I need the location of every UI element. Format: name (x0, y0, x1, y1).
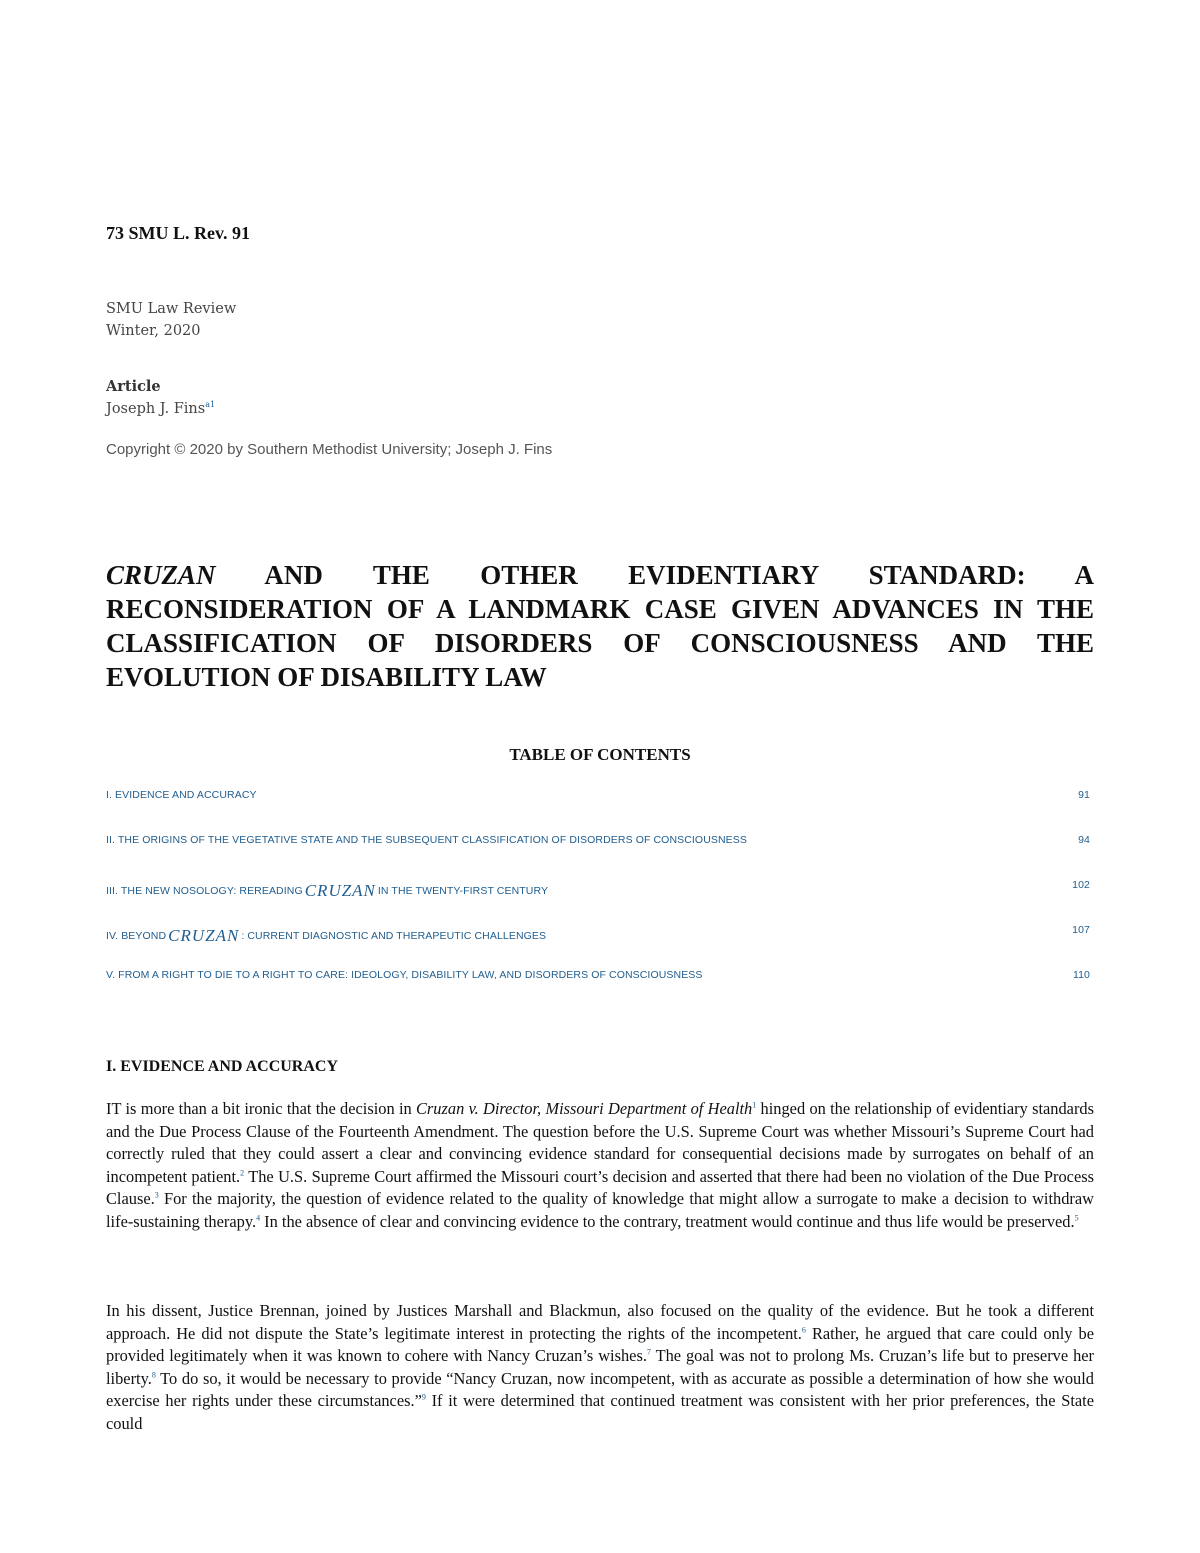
issue-date: Winter, 2020 (106, 323, 201, 339)
paragraph-text: In the absence of clear and convincing evidence to the contrary, treatment would continue and thus life would be preserved. (260, 1211, 1075, 1231)
toc-entry-page: 102 (1072, 879, 1090, 891)
toc-entry-text-after: IN THE TWENTY-FIRST CENTURY (377, 885, 549, 897)
footnote-mark[interactable]: 6 (801, 1325, 806, 1335)
footnote-mark[interactable]: 7 (646, 1347, 651, 1357)
paragraph-text: If it were determined that continued treatment was consistent with her prior preferences, the State could (106, 1391, 1094, 1433)
footnote-mark[interactable]: 4 (256, 1213, 261, 1223)
toc-entry-case-name: CRUZAN (168, 926, 240, 945)
title-rest: AND THE OTHER EVIDENTIARY STANDARD: A RECONSIDERATION OF A LANDMARK CASE GIVEN ADVANCES IN THE CLASSIFICATION OF DISORDERS OF CONSCIOUSNESS AND THE EVOLUTION OF DISABILITY LAW (106, 560, 1094, 692)
copyright-notice: Copyright © 2020 by Southern Methodist University; Joseph J. Fins (106, 441, 553, 458)
article-title (106, 558, 1094, 694)
author-footnote-mark[interactable]: a1 (205, 400, 216, 409)
toc-entry-page: 94 (1078, 834, 1090, 846)
author-line (106, 400, 215, 417)
toc-entry-page: 107 (1072, 924, 1090, 936)
footnote-mark[interactable]: 2 (240, 1168, 245, 1178)
toc-entry-text: IV. BEYOND (106, 930, 167, 942)
toc-entry-text-after: : CURRENT DIAGNOSTIC AND THERAPEUTIC CHALLENGES (241, 930, 547, 942)
footnote-mark[interactable]: 8 (151, 1370, 156, 1380)
toc-entry-text: II. THE ORIGINS OF THE VEGETATIVE STATE AND THE SUBSEQUENT CLASSIFICATION OF DISORDERS OF CONSCIOUSNESS (106, 834, 747, 846)
toc-entry-text: III. THE NEW NOSOLOGY: REREADING (106, 885, 303, 897)
toc-entry-text: V. FROM A RIGHT TO DIE TO A RIGHT TO CARE: IDEOLOGY, DISABILITY LAW, AND DISORDERS OF CONSCIOUSNESS (106, 969, 703, 981)
toc-entry-text: I. EVIDENCE AND ACCURACY (106, 789, 257, 801)
article-type: Article (106, 378, 161, 395)
paragraph-text: For the majority, the question of evidence related to the quality of knowledge that might allow a surrogate to make a decision to withdraw life-sustaining therapy. (106, 1189, 1094, 1231)
paragraph-text: The goal was not to prolong Ms. Cruzan’s life but to preserve her liberty. (106, 1346, 1094, 1388)
journal-name: SMU Law Review (106, 301, 237, 317)
title-case-name: CRUZAN (106, 560, 216, 590)
footnote-mark[interactable]: 9 (421, 1392, 426, 1402)
paragraph-text: Rather, he argued that care could only be provided legitimately when it was known to cohere with Nancy Cruzan’s wishes. (106, 1323, 1094, 1365)
paragraph-text: IT is more than a bit ironic that the decision in (106, 1099, 416, 1118)
paragraph-text: hinged on the relationship of evidentiary standards and the Due Process Clause of the Fourteenth Amendment. The question before the U.S. Supreme Court was whether Missouri’s Supreme Court had correctly ruled that they could assert a clear and convincing evidence standard for consequential decisions made by surrogates on behalf of an incompetent patient. (106, 1099, 1094, 1186)
paragraph-text: To do so, it would be necessary to provide “Nancy Cruzan, now incompetent, with as accurate as possible a determination of how she would exercise her rights under these circumstances.” (106, 1368, 1094, 1410)
author-name: Joseph J. Fins (106, 400, 206, 417)
paragraph-1 (106, 1098, 1094, 1233)
footnote-mark[interactable]: 3 (154, 1190, 159, 1200)
toc-entry-case-name: CRUZAN (304, 881, 376, 900)
paragraph-2 (106, 1300, 1094, 1435)
section-heading: I. EVIDENCE AND ACCURACY (106, 1058, 339, 1075)
footnote-mark[interactable]: 1 (752, 1100, 757, 1110)
toc-entry-page: 91 (1078, 789, 1090, 801)
toc-entry-page: 110 (1072, 969, 1090, 981)
case-citation: Cruzan v. Director, Missouri Department of Health (416, 1099, 753, 1118)
paragraph-text: The U.S. Supreme Court affirmed the Missouri court’s decision and asserted that there had been no violation of the Due Process Clause. (106, 1166, 1094, 1208)
paragraph-text: In his dissent, Justice Brennan, joined by Justices Marshall and Blackmun, also focused on the quality of the evidence. But he took a different approach. He did not dispute the State’s legitimate interest in protecting the rights of the incompetent. (106, 1301, 1094, 1343)
footnote-mark[interactable]: 5 (1074, 1213, 1079, 1223)
citation: 73 SMU L. Rev. 91 (106, 223, 250, 243)
toc-heading: TABLE OF CONTENTS (509, 745, 691, 764)
